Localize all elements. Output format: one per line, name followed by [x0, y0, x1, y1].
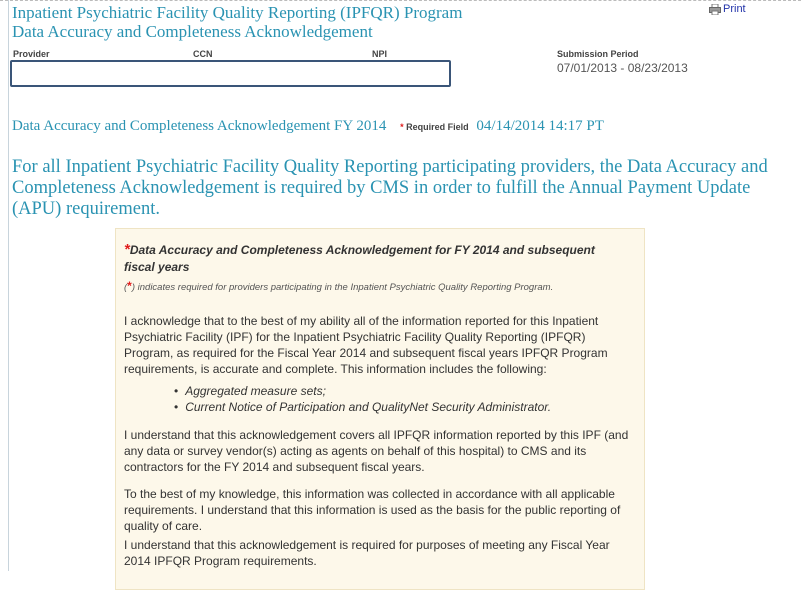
- ack-bullet: • Current Notice of Participation and QualityNet Security Administrator.: [174, 399, 686, 415]
- printer-icon: [709, 4, 721, 15]
- note-open: (: [124, 282, 128, 293]
- ack-timestamp: 04/14/2014 14:17 PT: [476, 118, 604, 134]
- submission-period-label: Submission Period: [557, 49, 639, 59]
- ack-header: [12, 118, 604, 135]
- note-star: *: [127, 279, 132, 293]
- required-field-indicator: [400, 122, 469, 132]
- ack-paragraph-4: I understand that this acknowledgement is required for purposes of meeting any Fiscal Year 2014 IPFQR Program requirements.: [124, 538, 610, 568]
- page-title-line2: Data Accuracy and Completeness Acknowledgement: [12, 22, 373, 41]
- acknowledgement-panel: [115, 228, 645, 590]
- panel-heading-text: Data Accuracy and Completeness Acknowledgement for FY 2014 and subsequent fiscal years: [124, 243, 595, 274]
- print-button[interactable]: [709, 3, 746, 15]
- ack-paragraph-1: I acknowledge that to the best of my ability all of the information reported for this Inpatient Psychiatric Facility (IPF) for the Inpatient Psychiatric Facility Quality Reporting (IPFQR) Program, as required for the Fiscal Year 2014 and subsequent fiscal years IPFQR Program requirements, is accurate and complete. This information includes the following:: [124, 314, 608, 376]
- note-text: ) indicates required for providers participating in the Inpatient Psychiatric Quality Reporting Program.: [131, 282, 554, 293]
- print-label: Print: [723, 3, 746, 15]
- ack-bullet: • Aggregated measure sets;: [174, 383, 686, 399]
- page-title: [12, 3, 462, 41]
- ack-paragraph-3: To the best of my knowledge, this information was collected in accordance with all applicable requirements. I understand that this information is used as the basis for the public reporting of quality of care.: [124, 487, 621, 533]
- ccn-label: CCN: [193, 49, 213, 59]
- page-title-line1: Inpatient Psychiatric Facility Quality Reporting (IPFQR) Program: [12, 3, 463, 22]
- required-star: *: [400, 122, 404, 132]
- required-star: *: [124, 241, 130, 258]
- submission-period: 07/01/2013 - 08/23/2013: [557, 61, 688, 75]
- ack-paragraph-2: I understand that this acknowledgement covers all IPFQR information reported by this IPF (and any data or survey vendor(s) acting as agents on behalf of this hospital) to CMS and its contractors for the FY 2014 and subsequent fiscal years.: [124, 428, 629, 474]
- left-divider: [8, 0, 9, 571]
- provider-label: Provider: [13, 49, 50, 59]
- ack-title: Data Accuracy and Completeness Acknowledgement FY 2014: [12, 118, 387, 134]
- required-note: [124, 278, 553, 296]
- provider-id-box: [10, 60, 451, 87]
- intro-text: For all Inpatient Psychiatric Facility Quality Reporting participating providers, the Data Accuracy and Completeness Acknowledgement is required by CMS in order to fulfill the Annual Payment Update (APU) requirement.: [12, 157, 768, 219]
- panel-heading: [124, 241, 624, 276]
- ack-bullet-list: [174, 383, 686, 415]
- npi-label: NPI: [372, 49, 388, 59]
- required-label: Required Field: [406, 122, 469, 132]
